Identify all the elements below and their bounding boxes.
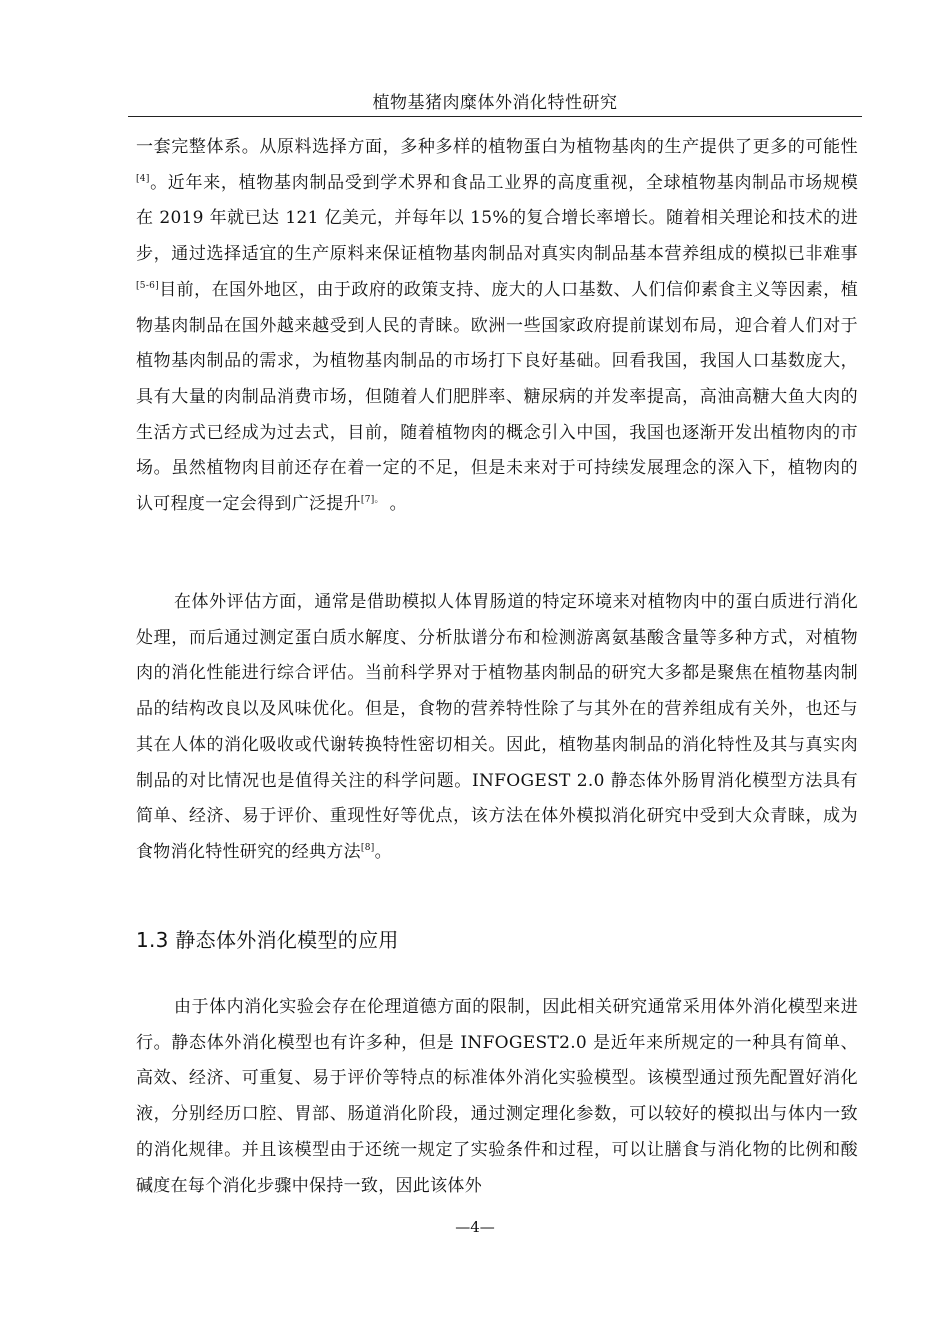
body-paragraph-3	[136, 990, 858, 1204]
p1-text-2: 。近年来，植物基肉制品受到学术界和食品工业界的高度重视，全球植物基肉制品市场规模在 2019 年就已达 121 亿美元，并每年以 15%的复合增长率增长。随着相关理论和技术的进步，通过选择适宜的生产原料来保证植物基肉制品对真实肉制品基本营养组成的模拟已非难事	[136, 172, 858, 265]
body-paragraph-2	[136, 585, 858, 871]
p1-text-3: 目前，在国外地区，由于政府的政策支持、庞大的人口基数、人们信仰素食主义等因素，植物基肉制品在国外越来越受到人民的青睐。欧洲一些国家政府提前谋划布局，迎合着人们对于植物基肉制品的需求，为植物基肉制品的市场打下良好基础。回看我国，我国人口基数庞大，具有大量的肉制品消费市场，但随着人们肥胖率、糖尿病的并发率提高，高油高糖大鱼大肉的生活方式已经成为过去式，目前，随着植物肉的概念引入中国，我国也逐渐开发出植物肉的市场。虽然植物肉目前还存在着一定的不足，但是未来对于可持续发展理念的深入下，植物肉的认可程度一定会得到广泛提升	[136, 279, 858, 515]
citation-7: [7]。	[360, 495, 384, 506]
header-rule	[128, 116, 862, 117]
p2-text-1: 在体外评估方面，通常是借助模拟人体胃肠道的特定环境来对植物肉中的蛋白质进行消化处理，而后通过测定蛋白质水解度、分析肽谱分布和检测游离氨基酸含量等多种方式，对植物肉的消化性能进行综合评估。当前科学界对于植物基肉制品的研究大多都是聚焦在植物基肉制品的结构改良以及风味优化。但是，食物的营养特性除了与其外在的营养组成有关外，也还与其在人体的消化吸收或代谢转换特性密切相关。因此，植物基肉制品的消化特性及其与真实肉制品的对比情况也是值得关注的科学问题。INFOGEST 2.0 静态体外肠胃消化模型方法具有简单、经济、易于评价、重现性好等优点，该方法在体外模拟消化研究中受到大众青睐，成为食物消化特性研究的经典方法	[136, 592, 858, 862]
body-paragraph-1	[136, 130, 858, 523]
running-header: 植物基猪肉糜体外消化特性研究	[372, 93, 618, 113]
p1-text-4: 。	[389, 494, 407, 515]
section-heading: 1.3 静态体外消化模型的应用	[136, 928, 399, 952]
citation-5-6: [5-6]	[136, 280, 160, 291]
p1-text-1: 一套完整体系。从原料选择方面，多种多样的植物蛋白为植物基肉的生产提供了更多的可能性	[136, 137, 858, 157]
page-number: —4—	[455, 1218, 495, 1236]
citation-4: [4]	[136, 173, 150, 184]
citation-8: [8]	[360, 842, 375, 853]
p2-text-2: 。	[374, 841, 392, 862]
p3-text-1: 由于体内消化实验会存在伦理道德方面的限制，因此相关研究通常采用体外消化模型来进行。静态体外消化模型也有许多种，但是 INFOGEST2.0 是近年来所规定的一种具有简单、高效、经济、可重复、易于评价等特点的标准体外消化实验模型。该模型通过预先配置好消化液，分别经历口腔、胃部、肠道消化阶段，通过测定理化参数，可以较好的模拟出与体内一致的消化规律。并且该模型由于还统一规定了实验条件和过程，可以让膳食与消化物的比例和酸碱度在每个消化步骤中保持一致，因此该体外	[136, 997, 858, 1196]
